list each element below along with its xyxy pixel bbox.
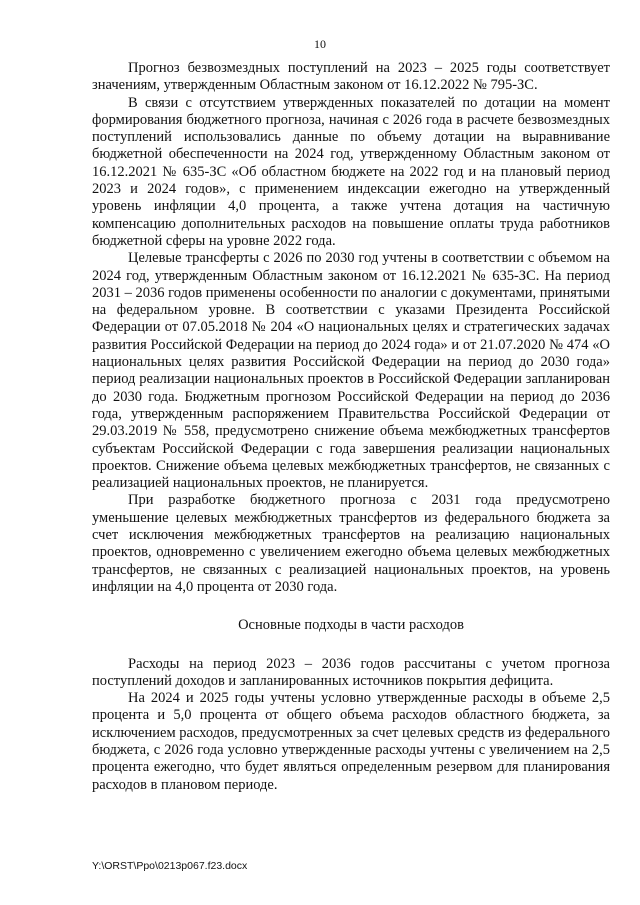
footer-file-path: Y:\ORST\Ppo\0213p067.f23.docx (92, 860, 248, 872)
paragraph-target-transfers: Целевые трансферты с 2026 по 2030 год учтены в соответствии с объемом на 2024 год, утвержденным Областным законом от 16.12.2021 № 635-ЗС. На период 2031 – 2036 годов применены особенности по аналогии с документами, принятыми на федеральном уровне. В соответствии с указами Президента Российской Федерации от 07.05.2018 № 204 «О национальных целях и стратегических задачах развития Российской Федерации на период до 2024 года» и от 21.07.2020 № 474 «О национальных целях развития Российской Федерации на период до 2030 года» период реализации национальных проектов в Российской Федерации запланирован до 2030 года. Бюджетным прогнозом Российской Федерации на период до 2036 года, утвержденным распоряжением Правительства Российской Федерации от 29.03.2019 № 558, предусмотрено снижение объема межбюджетных трансфертов субъектам Российской Федерации с года завершения реализации национальных проектов. Снижение объема целевых межбюджетных трансфертов, не связанных с реализацией национальных проектов, не планируется. (92, 250, 610, 492)
paragraph-subsidy-calculation: В связи с отсутствием утвержденных показателей по дотации на момент формирования бюджетного прогноза, начиная с 2026 года в расчете безвозмездных поступлений использовались данные по объему дотации на выравнивание бюджетной обеспеченности на 2024 год, утвержденному Областным законом от 16.12.2021 № 635-ЗС «Об областном бюджете на 2022 год и на плановый период 2023 и 2024 годов», с применением индексации ежегодно на утвержденный уровень инфляции 4,0 процента, а также учтена дотация на частичную компенсацию дополнительных расходов на повышение оплаты труда работников бюджетной сферы на уровне 2022 года. (92, 94, 610, 249)
paragraph-transfers-reduction: При разработке бюджетного прогноза с 2031 года предусмотрено уменьшение целевых межбюджетных трансфертов из федерального бюджета за счет исключения межбюджетных трансфертов на реализацию национальных проектов, одновременно с увеличением ежегодно объема целевых межбюджетных трансфертов, не связанных с реализацией национальных проектов, на уровень инфляции на 4,0 процента от 2030 года. (92, 492, 610, 595)
section-heading-expenses: Основные подходы в части расходов (238, 617, 464, 634)
page-number: 10 (314, 37, 326, 51)
paragraph-expenses-period: Расходы на период 2023 – 2036 годов рассчитаны с учетом прогноза поступлений доходов и запланированных источников покрытия дефицита. (92, 655, 610, 689)
body-text (92, 60, 610, 794)
paragraph-grants-forecast: Прогноз безвозмездных поступлений на 2023 – 2025 годы соответствует значениям, утвержденным Областным законом от 16.12.2022 № 795-ЗС. (92, 60, 610, 94)
paragraph-conditional-expenses: На 2024 и 2025 годы учтены условно утвержденные расходы в объеме 2,5 процента и 5,0 процента от общего объема расходов областного бюджета, за исключением расходов, предусмотренных за счет целевых средств из федерального бюджета, с 2026 года условно утвержденные расходы учтены с увеличением на 2,5 процента ежегодно, что будет являться определенным резервом для планирования расходов в плановом периоде. (92, 690, 610, 793)
